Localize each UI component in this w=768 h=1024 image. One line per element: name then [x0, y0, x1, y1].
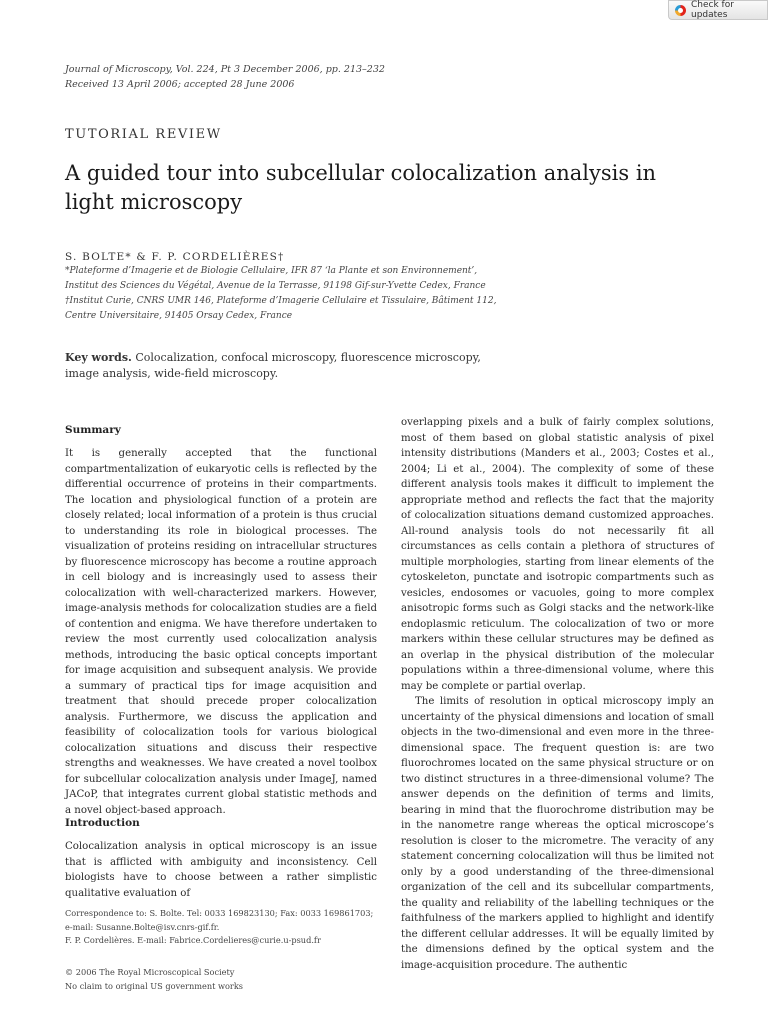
footnote-line-2: e-mail: Susanne.Bolte@isv.cnrs-gif.fr.	[65, 921, 220, 932]
right-column	[401, 415, 714, 973]
section-label: TUTORIAL REVIEW	[65, 127, 222, 142]
footnote-line-3: F. P. Cordelières. E-mail: Fabrice.Cordelieres@curie.u-psud.fr	[65, 935, 321, 945]
journal-citation	[65, 63, 385, 92]
introduction-text: Colocalization analysis in optical microscopy is an issue that is afflicted with ambiguity and inconsistency. Cell biologists have to choose between a rather simplistic qualitative evaluation of	[65, 841, 377, 899]
summary-heading: Summary	[65, 424, 121, 436]
received-line: Received 13 April 2006; accepted 28 June 2006	[65, 78, 295, 90]
keywords	[65, 350, 485, 382]
affiliation-1: *Plateforme d’Imagerie et de Biologie Cellulaire, IFR 87 ‘la Plante et son Environnement’, Institut des Sciences du Végétal, Avenue de la Terrasse, 91198 Gif-sur-Yvette Cedex, France	[65, 266, 486, 291]
right-paragraph-1: overlapping pixels and a bulk of fairly complex solutions, most of them based on global statistic analysis of pixel intensity distributions (Manders et al., 2003; Costes et al., 2004; Li et al., 2004). The complexity of some of these different analysis tools makes it difficult to implement the appropriate method and reflects the fact that the majority of colocalization situations demand customized approaches. All-round analysis tools do not necessarily fit all circumstances as cells contain a plethora of structures of multiple morphologies, starting from linear elements of the cytoskeleton, punctate and isotropic compartments such as vesicles, endosomes or vacuoles, going to more complex anisotropic forms such as Golgi stacks and the network-like endoplasmic reticulum. The colocalization of two or more markers within these cellular structures may be defined as an overlap in the physical distribution of the molecular populations within a three-dimensional volume, where this may be complete or partial overlap.	[401, 417, 714, 692]
keywords-text: Colocalization, confocal microscopy, fluorescence microscopy, image analysis, wide-field microscopy.	[65, 351, 481, 380]
copyright-notice	[65, 966, 377, 993]
crossmark-icon	[675, 5, 686, 16]
article-title: A guided tour into subcellular colocalization analysis in light microscopy	[65, 161, 657, 214]
copyright-line-1: © 2006 The Royal Microscopical Society	[65, 967, 235, 977]
right-paragraph-2: The limits of resolution in optical microscopy imply an uncertainty of the physical dimensions and location of small objects in the two-dimensional and even more in the three-dimensional space. The frequent question is: are two fluorochromes located on the same physical structure or on two distinct structures in a three-dimensional volume? The answer depends on the definition of terms and limits, bearing in mind that the fluorochrome distribution may be in the nanometre range whereas the optical microscope’s resolution is closer to the micrometre. The veracity of any statement concerning colocalization will thus be limited not only by a good understanding of the three-dimensional organization of the cell and its subcellular compartments, the quality and reliability of the labelling techniques or the faithfulness of the markers applied to highlight and identify the different cellular addresses. It will be equally limited by the dimensions defined by the optical system and the image-acquisition procedure. The authentic	[401, 696, 714, 971]
introduction-heading: Introduction	[65, 817, 140, 829]
keywords-label: Key words.	[65, 351, 132, 364]
footnote-line-1: Correspondence to: S. Bolte. Tel: 0033 169823130; Fax: 0033 169861703;	[65, 908, 374, 918]
authors: S. BOLTE* & F. P. CORDELIÈRES†	[65, 251, 285, 263]
summary-text: It is generally accepted that the functional compartmentalization of eukaryotic cells is reflected by the differential occurrence of proteins in their compartments. The location and physiological function of a protein are closely related; local information of a protein is thus crucial to understanding its role in biological processes. The visualization of proteins residing on intracellular structures by fluorescence microscopy has become a routine approach in cell biology and is increasingly used to assess their colocalization with well-characterized markers. However, image-analysis methods for colocalization studies are a field of contention and enigma. We have therefore undertaken to review the most currently used colocalization analysis methods, introducing the basic optical concepts important for image acquisition and subsequent analysis. We provide a summary of practical tips for image acquisition and treatment that should precede proper colocalization analysis. Furthermore, we discuss the application and feasibility of colocalization tools for various biological colocalization situations and discuss their respective strengths and weaknesses. We have created a novel toolbox for subcellular colocalization analysis under ImageJ, named JACoP, that integrates current global statistic methods and a novel object-based approach.	[65, 448, 377, 816]
correspondence-footnote	[65, 907, 377, 948]
copyright-line-2: No claim to original US government works	[65, 980, 244, 991]
check-for-updates-label: Check for updates	[691, 0, 734, 20]
journal-line: Journal of Microscopy, Vol. 224, Pt 3 December 2006, pp. 213–232	[65, 64, 385, 75]
check-for-updates-button[interactable]	[668, 0, 768, 20]
affiliation-2: †Institut Curie, CNRS UMR 146, Plateforme d’Imagerie Cellulaire et Tissulaire, Bâtiment 112, Centre Universitaire, 91405 Orsay Cedex, France	[65, 296, 497, 321]
